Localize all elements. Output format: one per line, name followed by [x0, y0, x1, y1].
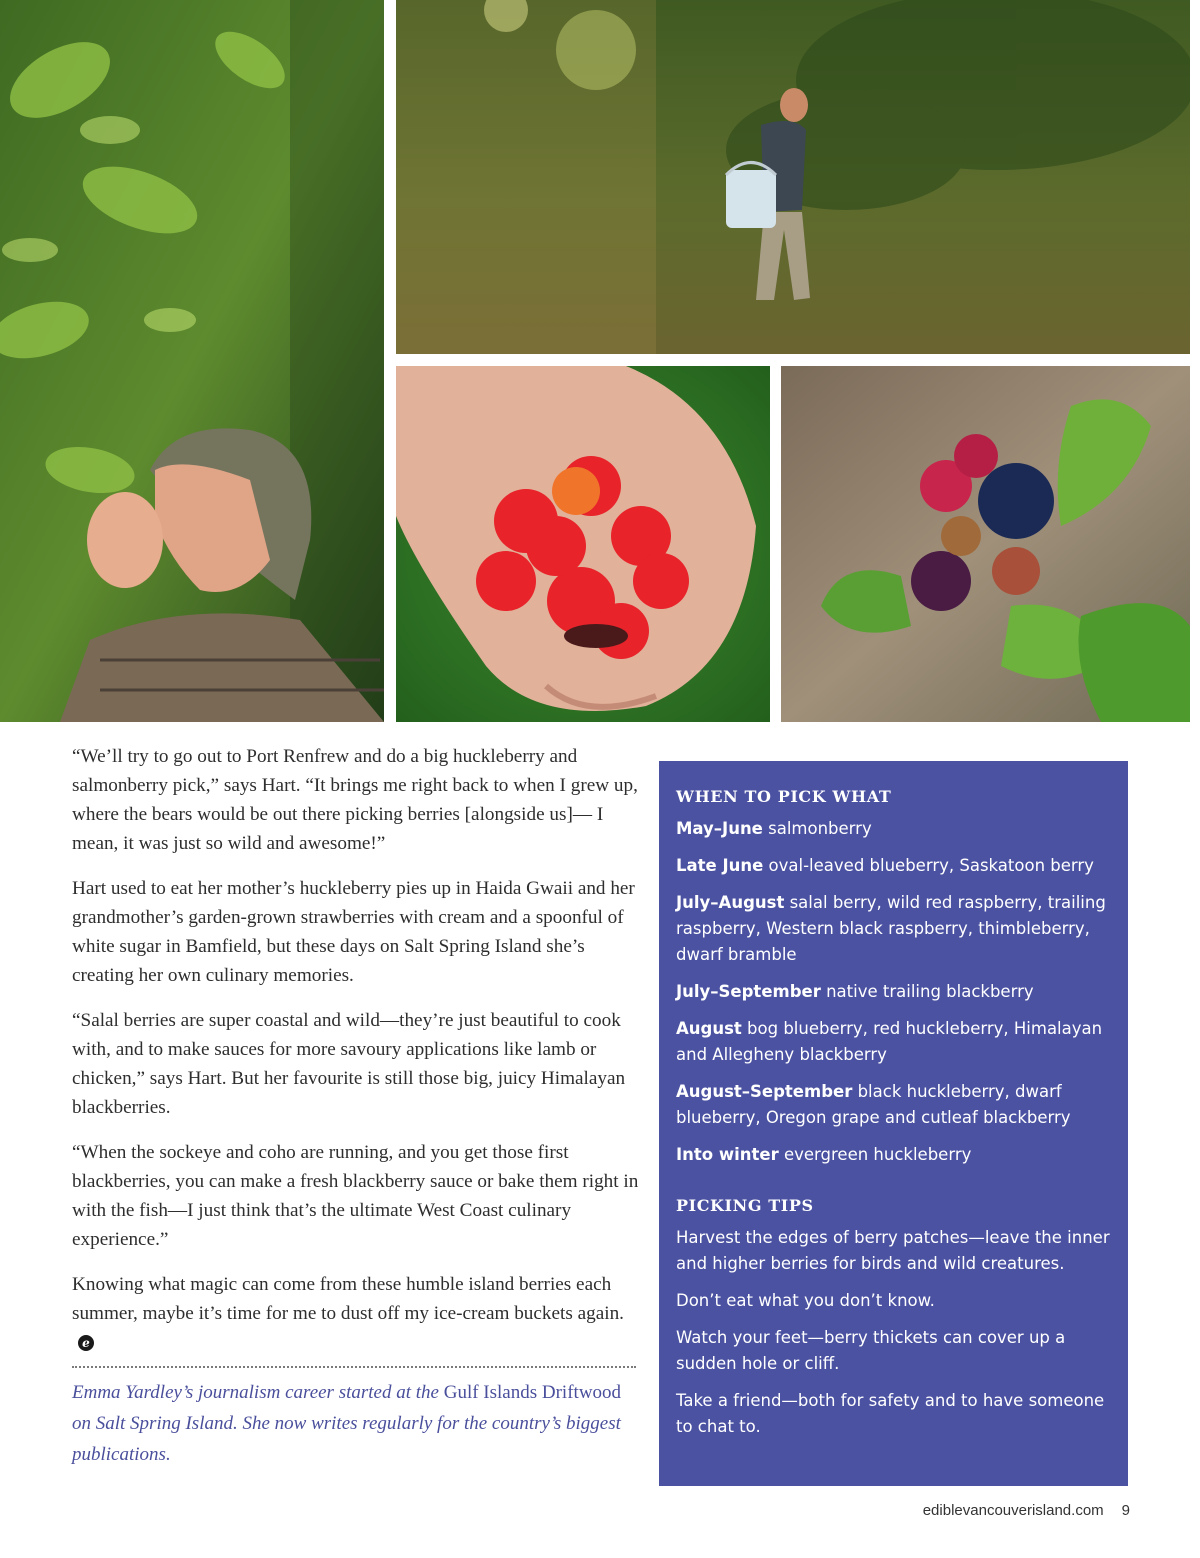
- when-entry: [676, 816, 1111, 842]
- dotted-divider: [72, 1366, 636, 1368]
- author-bio-part1: Emma Yardley’s journalism career started at the: [72, 1382, 444, 1403]
- when-entry: [676, 1142, 1111, 1168]
- article-paragraph-2: Hart used to eat her mother’s huckleberry pies up in Haida Gwaii and her grandmother’s garden-grown strawberries with cream and a spoonful of white sugar in Bamfield, but these days on Salt Spring Island she’s creating her own culinary memories.: [72, 878, 635, 986]
- when-entry-label: August–September: [676, 1082, 853, 1101]
- photo-blackberries-on-bramble: [781, 366, 1190, 722]
- footer-site-url: ediblevancouverisland.com: [922, 1502, 1104, 1519]
- author-bio: [72, 1377, 632, 1470]
- tip-item: Harvest the edges of berry patches—leave the inner and higher berries for birds and wild creatures.: [676, 1228, 1110, 1273]
- tip-item: Watch your feet—berry thickets can cover up a sudden hole or cliff.: [676, 1328, 1066, 1373]
- sidebar-box: [659, 761, 1128, 1486]
- end-of-article-icon: e: [78, 1335, 94, 1351]
- photo-hand-with-salmonberries: [396, 366, 770, 722]
- when-entry-text: salal berry, wild red raspberry, trailing raspberry, Western black raspberry, thimbleberry, dwarf bramble: [676, 893, 1106, 964]
- article-paragraph-5: [72, 1270, 642, 1357]
- when-entry: [676, 853, 1111, 879]
- when-entry-label: Late June: [676, 856, 764, 875]
- article-paragraph-5-text: Knowing what magic can come from these humble island berries each summer, maybe it’s time for me to dust off my ice-cream buckets again.: [72, 1274, 624, 1324]
- picking-tips-heading: PICKING TIPS: [676, 1196, 814, 1215]
- when-entry: [676, 1079, 1111, 1131]
- when-entry-label: July–August: [676, 893, 785, 912]
- article-paragraph-4: “When the sockeye and coho are running, and you get those first blackberries, you can make a fresh blackberry sauce or bake them right in with the fish—I just think that’s the ultimate West Coast culinary experience.”: [72, 1142, 639, 1250]
- when-to-pick-heading: WHEN TO PICK WHAT: [676, 787, 892, 806]
- photo-forest-berry-taster: [0, 0, 384, 722]
- when-entry: [676, 979, 1111, 1005]
- tip-item: Take a friend—both for safety and to have someone to chat to.: [676, 1391, 1105, 1436]
- when-entry: [676, 1016, 1111, 1068]
- when-entry-label: May–June: [676, 819, 763, 838]
- when-entry: [676, 890, 1111, 968]
- author-bio-publication: Gulf Islands Driftwood: [443, 1382, 622, 1403]
- when-entry-text: oval-leaved blueberry, Saskatoon berry: [763, 856, 1094, 875]
- when-entry-label: August: [676, 1019, 742, 1038]
- article-paragraph-1: “We’ll try to go out to Port Renfrew and do a big huckleberry and salmonberry pick,” says Hart. “It brings me right back to when I grew up, where the bears would be out there picking berries [alongside us]— I mean, it was just so wild and awesome!”: [72, 746, 638, 854]
- article-body: [72, 742, 642, 1373]
- photo-berry-picker-with-bucket: [396, 0, 1190, 354]
- when-entry-text: evergreen huckleberry: [778, 1145, 972, 1164]
- author-bio-part2: on Salt Spring Island. She now writes regularly for the country’s biggest publications.: [72, 1413, 621, 1465]
- page-number: 9: [1121, 1502, 1130, 1519]
- page-footer: [923, 1502, 1130, 1519]
- when-entry-text: bog blueberry, red huckleberry, Himalayan and Allegheny blackberry: [676, 1019, 1103, 1064]
- when-entry-text: native trailing blackberry: [820, 982, 1034, 1001]
- when-entry-text: salmonberry: [762, 819, 872, 838]
- when-entry-text: black huckleberry, dwarf blueberry, Oregon grape and cutleaf blackberry: [676, 1082, 1071, 1127]
- tip-item: Don’t eat what you don’t know.: [676, 1291, 935, 1310]
- when-entry-label: July–September: [676, 982, 821, 1001]
- when-entry-label: Into winter: [676, 1145, 779, 1164]
- article-paragraph-3: “Salal berries are super coastal and wild—they’re just beautiful to cook with, and to make sauces for more savoury applications like lamb or chicken,” says Hart. But her favourite is still those big, juicy Himalayan blackberries.: [72, 1010, 626, 1118]
